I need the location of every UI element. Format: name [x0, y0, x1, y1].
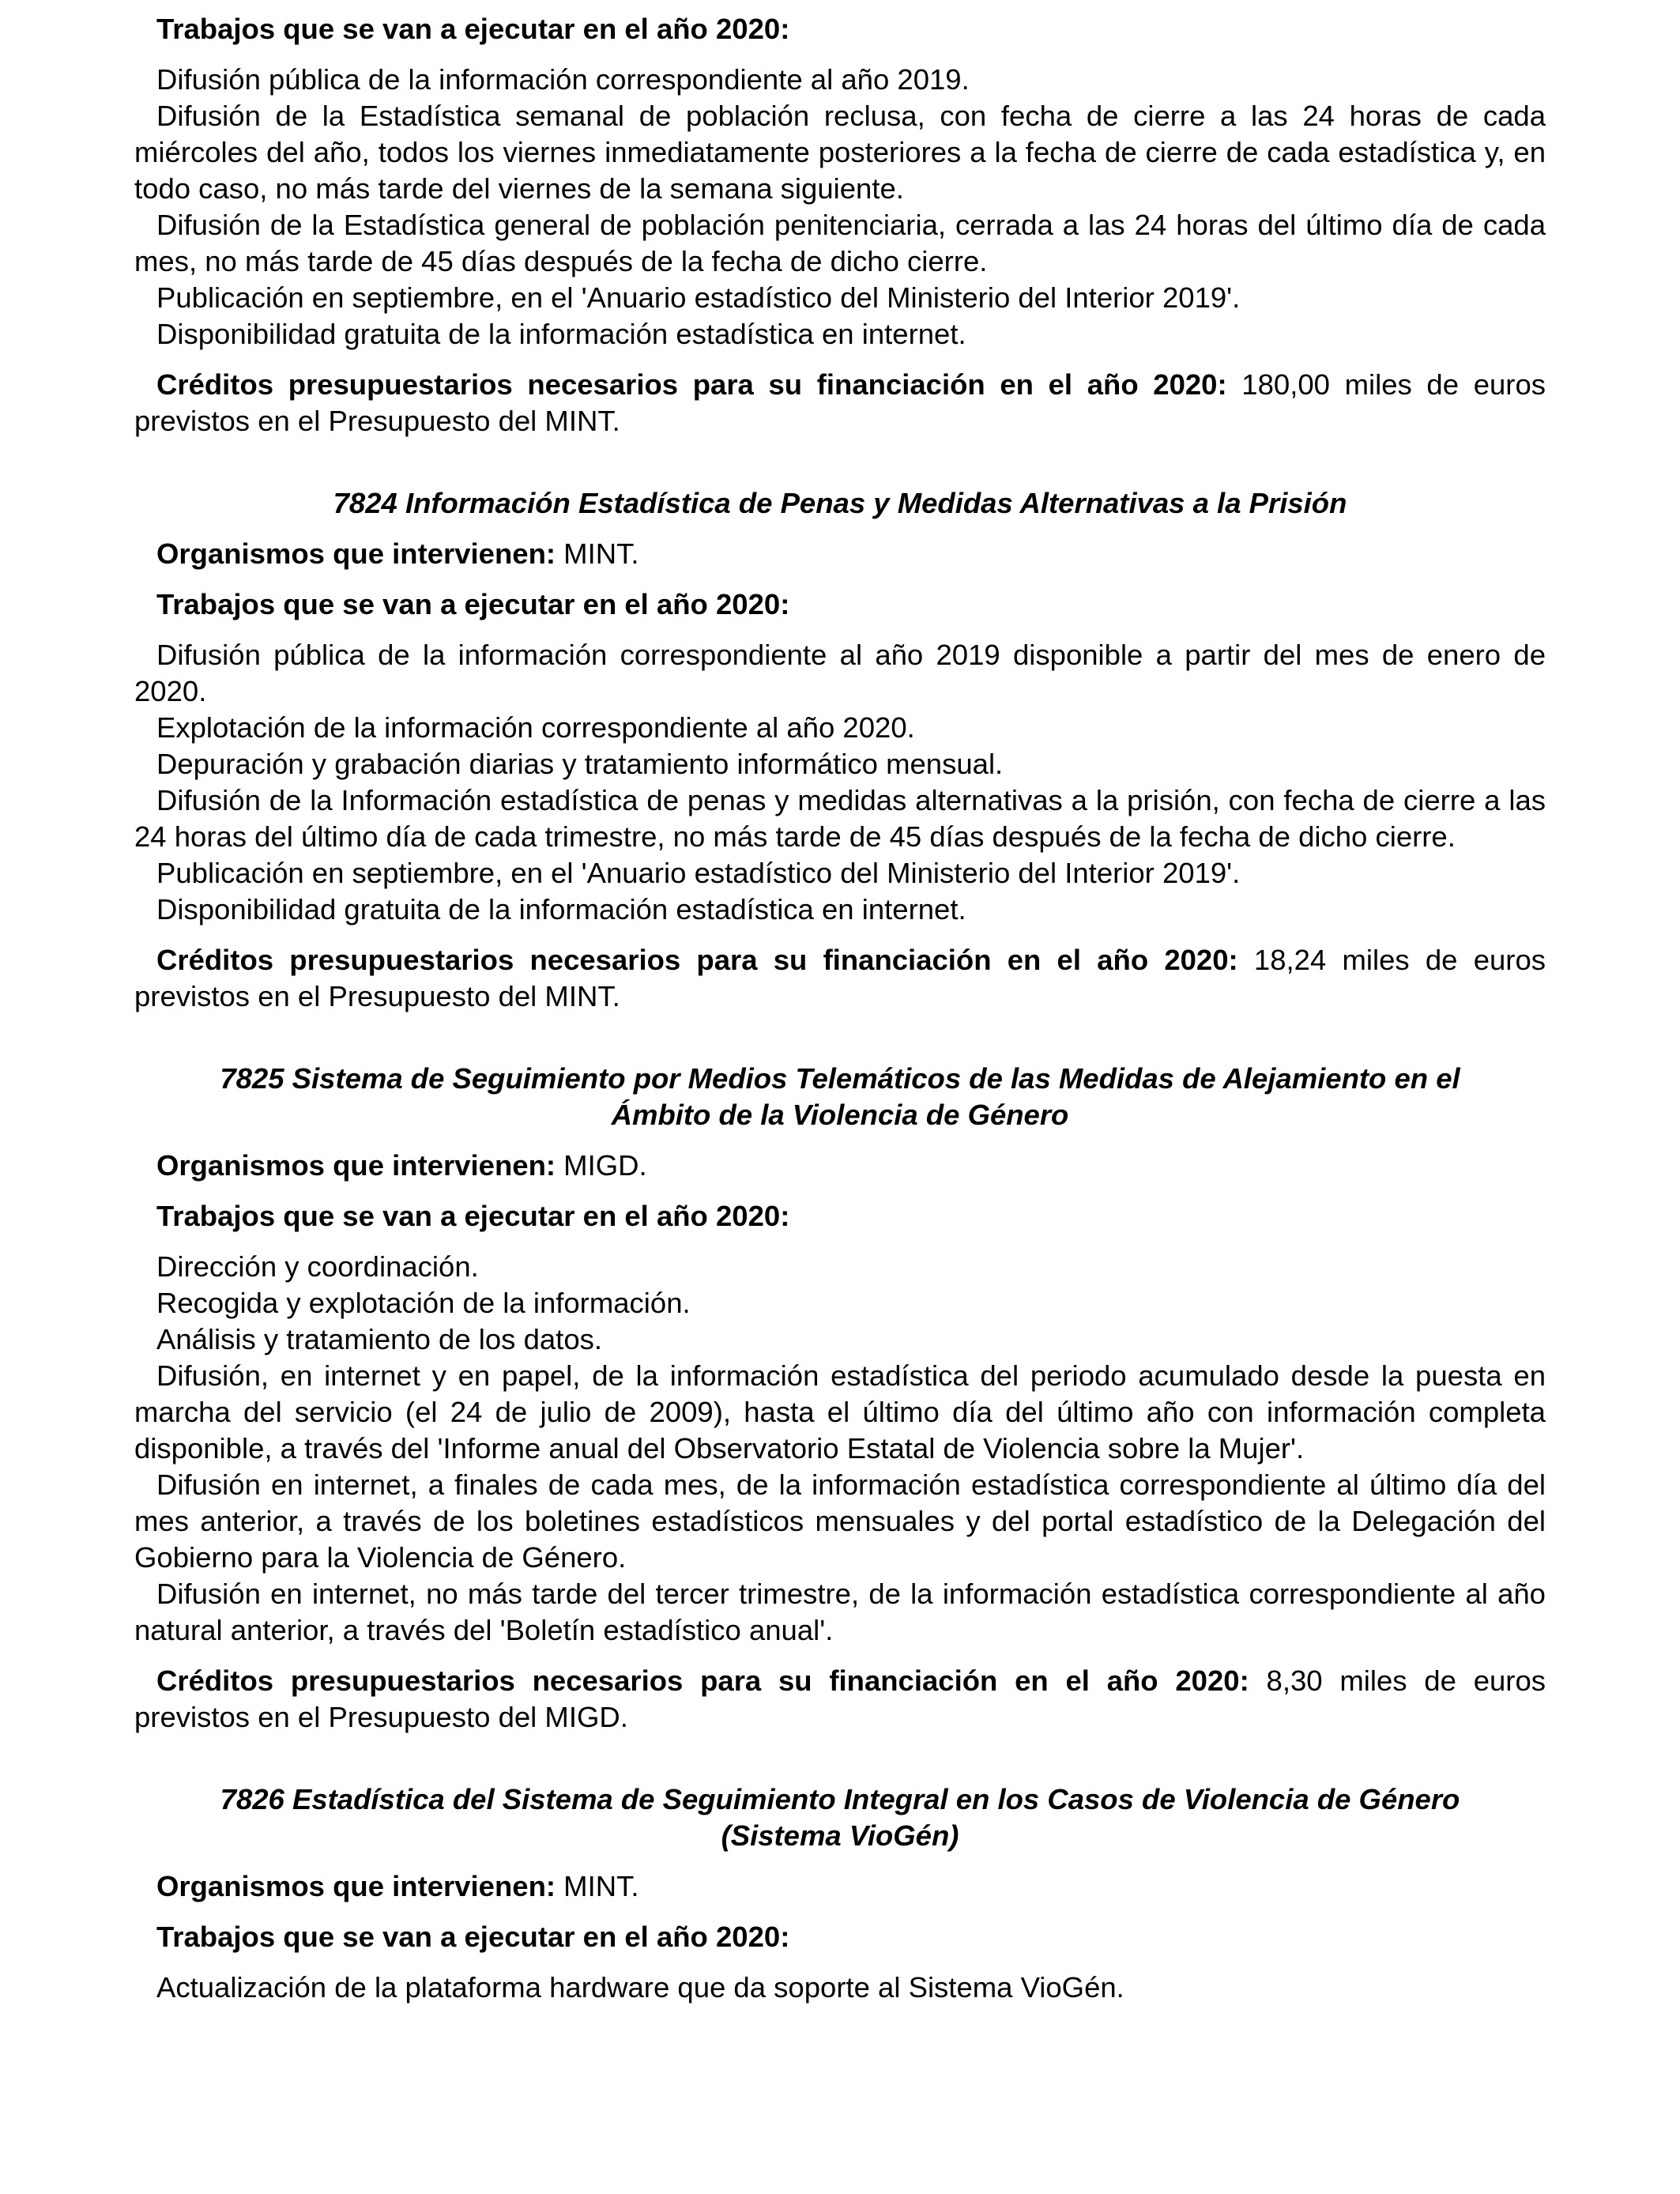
list-item: Dirección y coordinación.	[156, 1250, 479, 1283]
organismos-value: MINT.	[556, 1870, 639, 1902]
list-item: Disponibilidad gratuita de la información estadística en internet.	[156, 893, 966, 925]
organismos-label: Organismos que intervienen:	[156, 1870, 556, 1902]
organismos-value: MINT.	[556, 537, 639, 570]
credit-label: Créditos presupuestarios necesarios para su financiación en el año 2020:	[156, 944, 1238, 976]
credit-label: Créditos presupuestarios necesarios para su financiación en el año 2020:	[156, 368, 1227, 401]
credit-text: 8,30 miles de euros previstos en el Presupuesto del MIGD.	[134, 1664, 1546, 1733]
organismos-paragraph	[134, 536, 1546, 572]
list-item: Difusión pública de la información correspondiente al año 2019.	[156, 63, 970, 96]
list-item: Difusión pública de la información correspondiente al año 2019 disponible a partir del mes de enero de 2020.	[134, 639, 1546, 707]
list-item: Explotación de la información correspondiente al año 2020.	[156, 711, 915, 744]
list-item: Publicación en septiembre, en el 'Anuario estadístico del Ministerio del Interior 2019'.	[156, 281, 1241, 314]
credit-text: 180,00 miles de euros previstos en el Presupuesto del MINT.	[134, 368, 1546, 437]
list-item: Difusión en internet, no más tarde del tercer trimestre, de la información estadística correspondiente al año natural anterior, a través del 'Boletín estadístico anual'.	[134, 1578, 1546, 1646]
list-item: Análisis y tratamiento de los datos.	[156, 1323, 603, 1355]
credit-text: 18,24 miles de euros previstos en el Presupuesto del MINT.	[134, 944, 1546, 1012]
organismos-value: MIGD.	[556, 1149, 647, 1182]
credit-label: Créditos presupuestarios necesarios para su financiación en el año 2020:	[156, 1664, 1249, 1697]
section-title-line-2: Ámbito de la Violencia de Género	[611, 1099, 1069, 1131]
list-item: Recogida y explotación de la información.	[156, 1287, 691, 1319]
list-item: Actualización de la plataforma hardware que da soporte al Sistema VioGén.	[156, 1971, 1124, 2004]
section-title-line-2: (Sistema VioGén)	[721, 1819, 959, 1852]
trabajos-label: Trabajos que se van a ejecutar en el año 2020:	[156, 1200, 790, 1232]
organismos-label: Organismos que intervienen:	[156, 1149, 556, 1182]
organismos-label: Organismos que intervienen:	[156, 537, 556, 570]
credit-paragraph	[134, 942, 1546, 1015]
organismos-paragraph	[134, 1148, 1546, 1184]
list-item: Difusión en internet, a finales de cada mes, de la información estadística correspondiente al último día del mes anterior, a través de los boletines estadísticos mensuales y del portal estadístico de la Delegación del Gobierno para la Violencia de Género.	[134, 1468, 1546, 1574]
organismos-paragraph	[134, 1868, 1546, 1905]
list-item: Disponibilidad gratuita de la información estadística en internet.	[156, 318, 966, 350]
credit-paragraph	[134, 1663, 1546, 1736]
intro-block	[134, 0, 1546, 439]
trabajos-label: Trabajos que se van a ejecutar en el año 2020:	[156, 1921, 790, 1953]
section-title: 7824 Información Estadística de Penas y Medidas Alternativas a la Prisión	[333, 487, 1347, 519]
section-7826	[134, 1736, 1546, 2006]
section-7824	[134, 439, 1546, 1015]
trabajos-label: Trabajos que se van a ejecutar en el año 2020:	[156, 588, 790, 620]
credit-paragraph	[134, 367, 1546, 439]
list-item: Publicación en septiembre, en el 'Anuario estadístico del Ministerio del Interior 2019'.	[156, 857, 1241, 889]
list-item: Difusión de la Estadística semanal de población reclusa, con fecha de cierre a las 24 horas de cada miércoles del año, todos los viernes inmediatamente posteriores a la fecha de cierre de cada estadística y, en todo caso, no más tarde del viernes de la semana siguiente.	[134, 100, 1546, 205]
list-item: Depuración y grabación diarias y tratamiento informático mensual.	[156, 748, 1004, 780]
section-title-line-1: 7825 Sistema de Seguimiento por Medios Telemáticos de las Medidas de Alejamiento en el	[220, 1062, 1460, 1095]
section-title-line-1: 7826 Estadística del Sistema de Seguimiento Integral en los Casos de Violencia de Género	[220, 1783, 1460, 1815]
trabajos-label: Trabajos que se van a ejecutar en el año 2020:	[156, 13, 790, 45]
list-item: Difusión de la Información estadística de penas y medidas alternativas a la prisión, con fecha de cierre a las 24 horas del último día de cada trimestre, no más tarde de 45 días después de la fecha de dicho cierre.	[134, 784, 1546, 853]
list-item: Difusión de la Estadística general de población penitenciaria, cerrada a las 24 horas del último día de cada mes, no más tarde de 45 días después de la fecha de dicho cierre.	[134, 209, 1546, 277]
list-item: Difusión, en internet y en papel, de la información estadística del periodo acumulado desde la puesta en marcha del servicio (el 24 de julio de 2009), hasta el último día del último año con información completa disponible, a través del 'Informe anual del Observatorio Estatal de Violencia sobre la Mujer'.	[134, 1359, 1546, 1465]
section-7825	[134, 1015, 1546, 1736]
